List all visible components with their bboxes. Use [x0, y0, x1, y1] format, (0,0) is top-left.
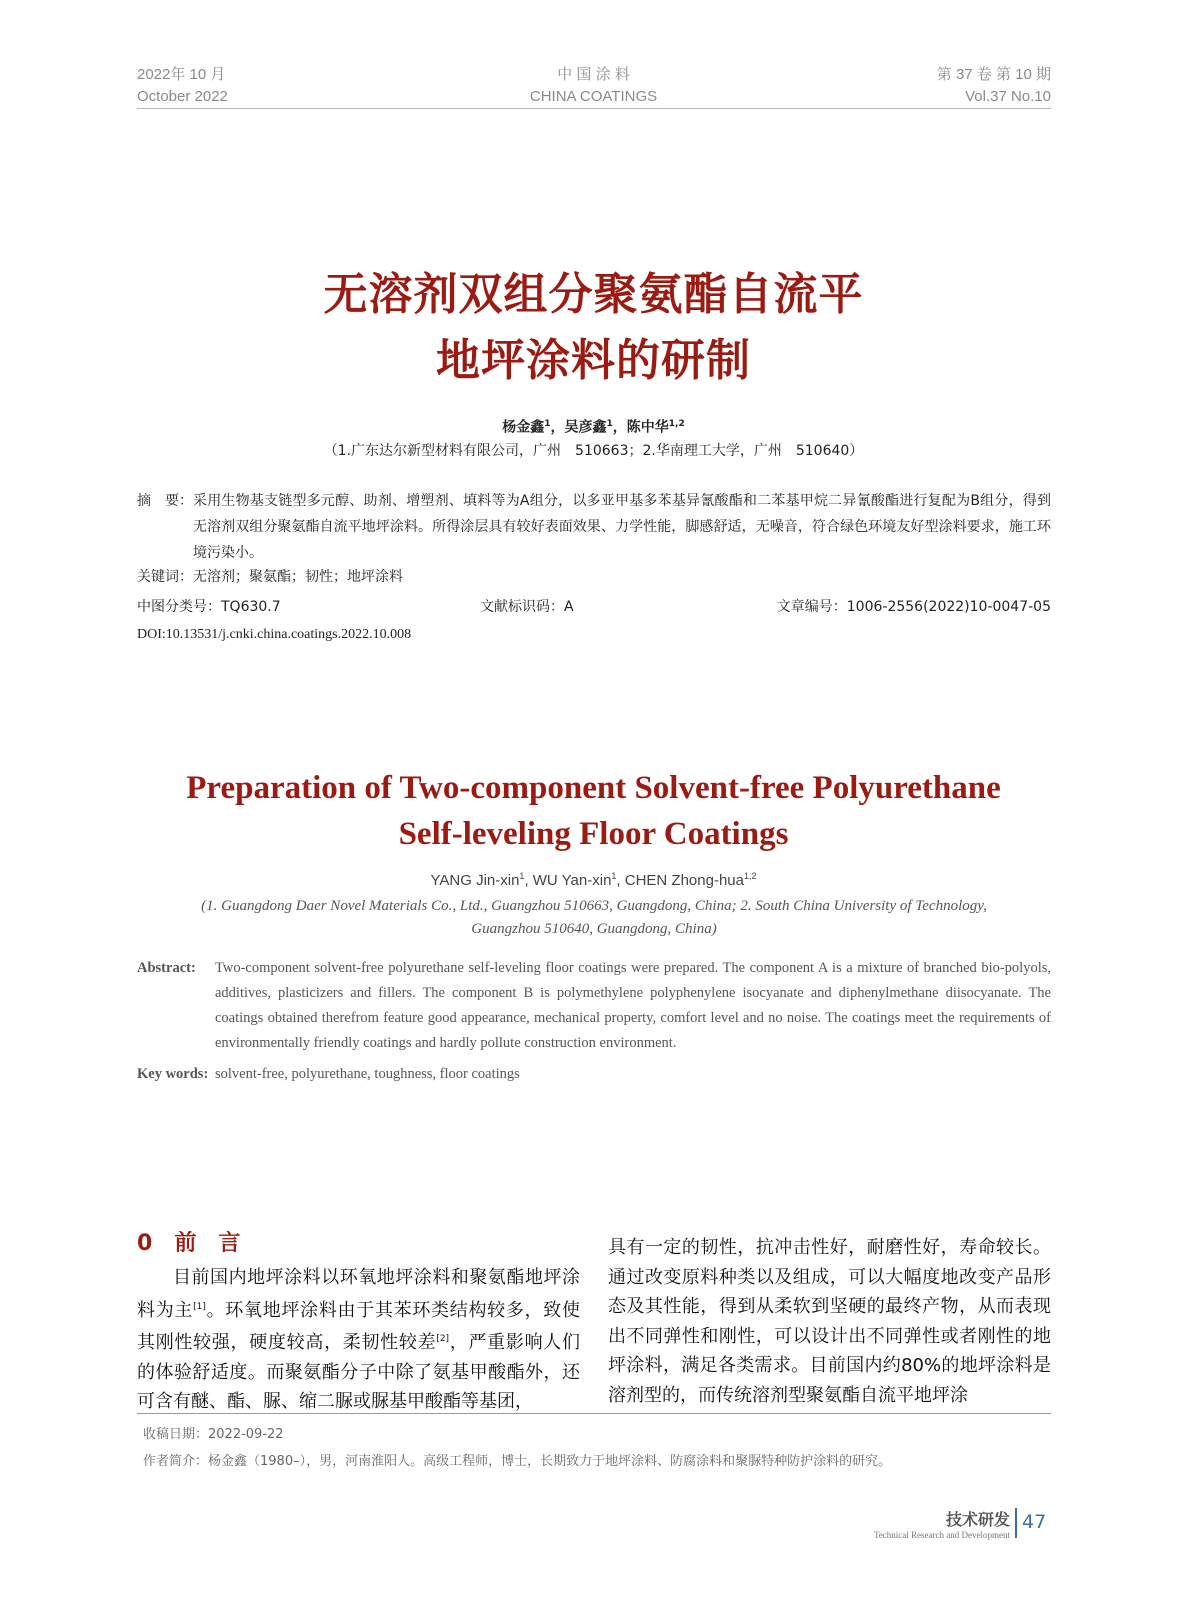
title-en-line: Self-leveling Floor Coatings — [398, 816, 789, 852]
footer-section-cn: 技术研发 — [945, 1510, 1010, 1529]
affil-mark: 1,2 — [668, 419, 685, 429]
section-heading — [137, 1226, 240, 1257]
author-bio: 作者简介：杨金鑫（1980–），男，河南淮阳人。高级工程师，博士，长期致力于地坪涂料、防腐涂料和聚脲特种防护涂料的研究。 — [143, 1454, 892, 1469]
citation[interactable]: [2] — [436, 1334, 450, 1344]
keywords-en-text: solvent-free, polyurethane, toughness, floor coatings — [215, 1066, 520, 1082]
affil-mark: 1 — [519, 871, 525, 881]
section-number: 0 — [137, 1231, 153, 1256]
footnote-rule — [137, 1413, 1051, 1414]
article-number: 文章编号：1006-2556(2022)10-0047-05 — [776, 599, 1051, 615]
affil-mark: 1,2 — [743, 871, 757, 881]
footer-divider — [1015, 1508, 1017, 1538]
keywords-cn: 关键词：无溶剂；聚氨酯；韧性；地坪涂料 — [137, 569, 403, 585]
body-column-left — [137, 1263, 580, 1417]
page-number: 47 — [1022, 1511, 1047, 1533]
footnotes — [143, 1421, 891, 1475]
affiliation-en-line: Guangzhou 510640, Guangdong, China) — [471, 921, 717, 937]
footer-section — [874, 1507, 1010, 1540]
affil-mark: 1 — [611, 871, 617, 881]
header-date-en: October 2022 — [137, 88, 228, 105]
title-cn — [0, 262, 1187, 394]
doi[interactable]: DOI:10.13531/j.cnki.china.coatings.2022.10.008 — [137, 627, 412, 642]
body-column-right: 具有一定的韧性，抗冲击性好，耐磨性好，寿命较长。通过改变原料种类以及组成，可以大幅度地改变产品形态及其性能，得到从柔软到坚硬的最终产物，从而表现出不同弹性和刚性，可以设计出不同弹性或者刚性的地坪涂料，满足各类需求。目前国内约80%的地坪涂料是溶剂型的，而传统溶剂型聚氨酯自流平地坪涂 — [608, 1237, 1051, 1406]
section-title: 前 言 — [174, 1231, 241, 1256]
footer-section-en: Technical Research and Development — [873, 1530, 1010, 1540]
header-volume-en: Vol.37 No.10 — [965, 88, 1051, 105]
affil-mark: 1 — [606, 419, 613, 429]
author: , CHEN Zhong-hua — [616, 872, 744, 889]
citation[interactable]: [1] — [193, 1301, 206, 1312]
abstract-en — [137, 956, 1051, 1056]
header-journal-en: CHINA COATINGS — [529, 88, 658, 105]
author: YANG Jin-xin — [430, 872, 520, 889]
received-date: 收稿日期：2022-09-22 — [143, 1427, 284, 1442]
authors-cn — [0, 413, 1187, 439]
title-cn-line: 地坪涂料的研制 — [436, 335, 751, 386]
author: ，陈中华 — [612, 419, 669, 436]
header-journal-cn: 中 国 涂 料 — [557, 66, 630, 83]
abstract-en-label: Abstract: — [137, 960, 196, 976]
author: ，吴彦鑫 — [550, 419, 607, 436]
abstract-cn-label: 摘 要： — [137, 493, 193, 509]
author: , WU Yan-xin — [524, 872, 612, 889]
title-cn-line: 无溶剂双组分聚氨酯自流平 — [323, 269, 864, 320]
title-en-line: Preparation of Two-component Solvent-free Polyurethane — [186, 770, 1001, 806]
author: 杨金鑫 — [502, 419, 545, 436]
header-volume-cn: 第 37 卷 第 10 期 — [936, 66, 1051, 83]
abstract-cn — [137, 488, 1051, 566]
authors-en — [0, 871, 1187, 889]
title-en — [0, 765, 1187, 857]
affiliation-en-line: (1. Guangdong Daer Novel Materials Co., Ltd., Guangzhou 510663, Guangdong, China; 2. South China University of Technology, — [201, 898, 987, 914]
keywords-en-label: Key words: — [137, 1066, 209, 1082]
header-date-cn: 2022年 10 月 — [137, 66, 226, 83]
clc-number: 中图分类号：TQ630.7 — [137, 599, 281, 615]
document-code: 文献标识码：A — [480, 599, 574, 615]
affiliation-cn: （1.广东达尔新型材料有限公司，广州 510663；2.华南理工大学，广州 510640） — [323, 443, 864, 459]
abstract-en-text: Two-component solvent-free polyurethane self-leveling floor coatings were prepared. The component A is a mixture of branched bio-polyols, additives, plasticizers and fillers. The component B is polymethylene polyphenylene isocyanate and diphenylmethane diisocyanate. The coatings obtained therefrom feature good appearance, mechanical property, comfort level and no noise. The coatings meet the requirements of environmentally friendly coatings and hardly pollute construction environment. — [215, 960, 1051, 1051]
header-volume — [937, 64, 1051, 108]
affiliation-en — [137, 895, 1051, 941]
body-text: 。环氧地坪涂料由于其苯环类结构较多，致使其刚性较强，硬度较高，柔韧性较差 — [137, 1299, 581, 1353]
body-text: 目前国内地坪涂料以环氧地坪涂料和聚氨酯地坪涂料为主 — [137, 1267, 580, 1321]
body-text: ，严重影响人们的体验舒适度。而聚氨酯分子中除了氨基甲酸酯外，还可含有醚、酯、脲、缩二脲或脲基甲酸酯等基团， — [137, 1332, 581, 1412]
abstract-cn-text: 采用生物基支链型多元醇、助剂、增塑剂、填料等为A组分，以多亚甲基多苯基异氰酸酯和二苯基甲烷二异氰酸酯进行复配为B组分，得到无溶剂双组分聚氨酯自流平地坪涂料。所得涂层具有较好表面效果、力学性能，脚感舒适，无噪音，符合绿色环境友好型涂料要求，施工环境污染小。 — [193, 493, 1051, 561]
keywords-en — [137, 1062, 520, 1087]
header-rule — [137, 108, 1051, 109]
affil-mark: 1 — [544, 419, 551, 429]
